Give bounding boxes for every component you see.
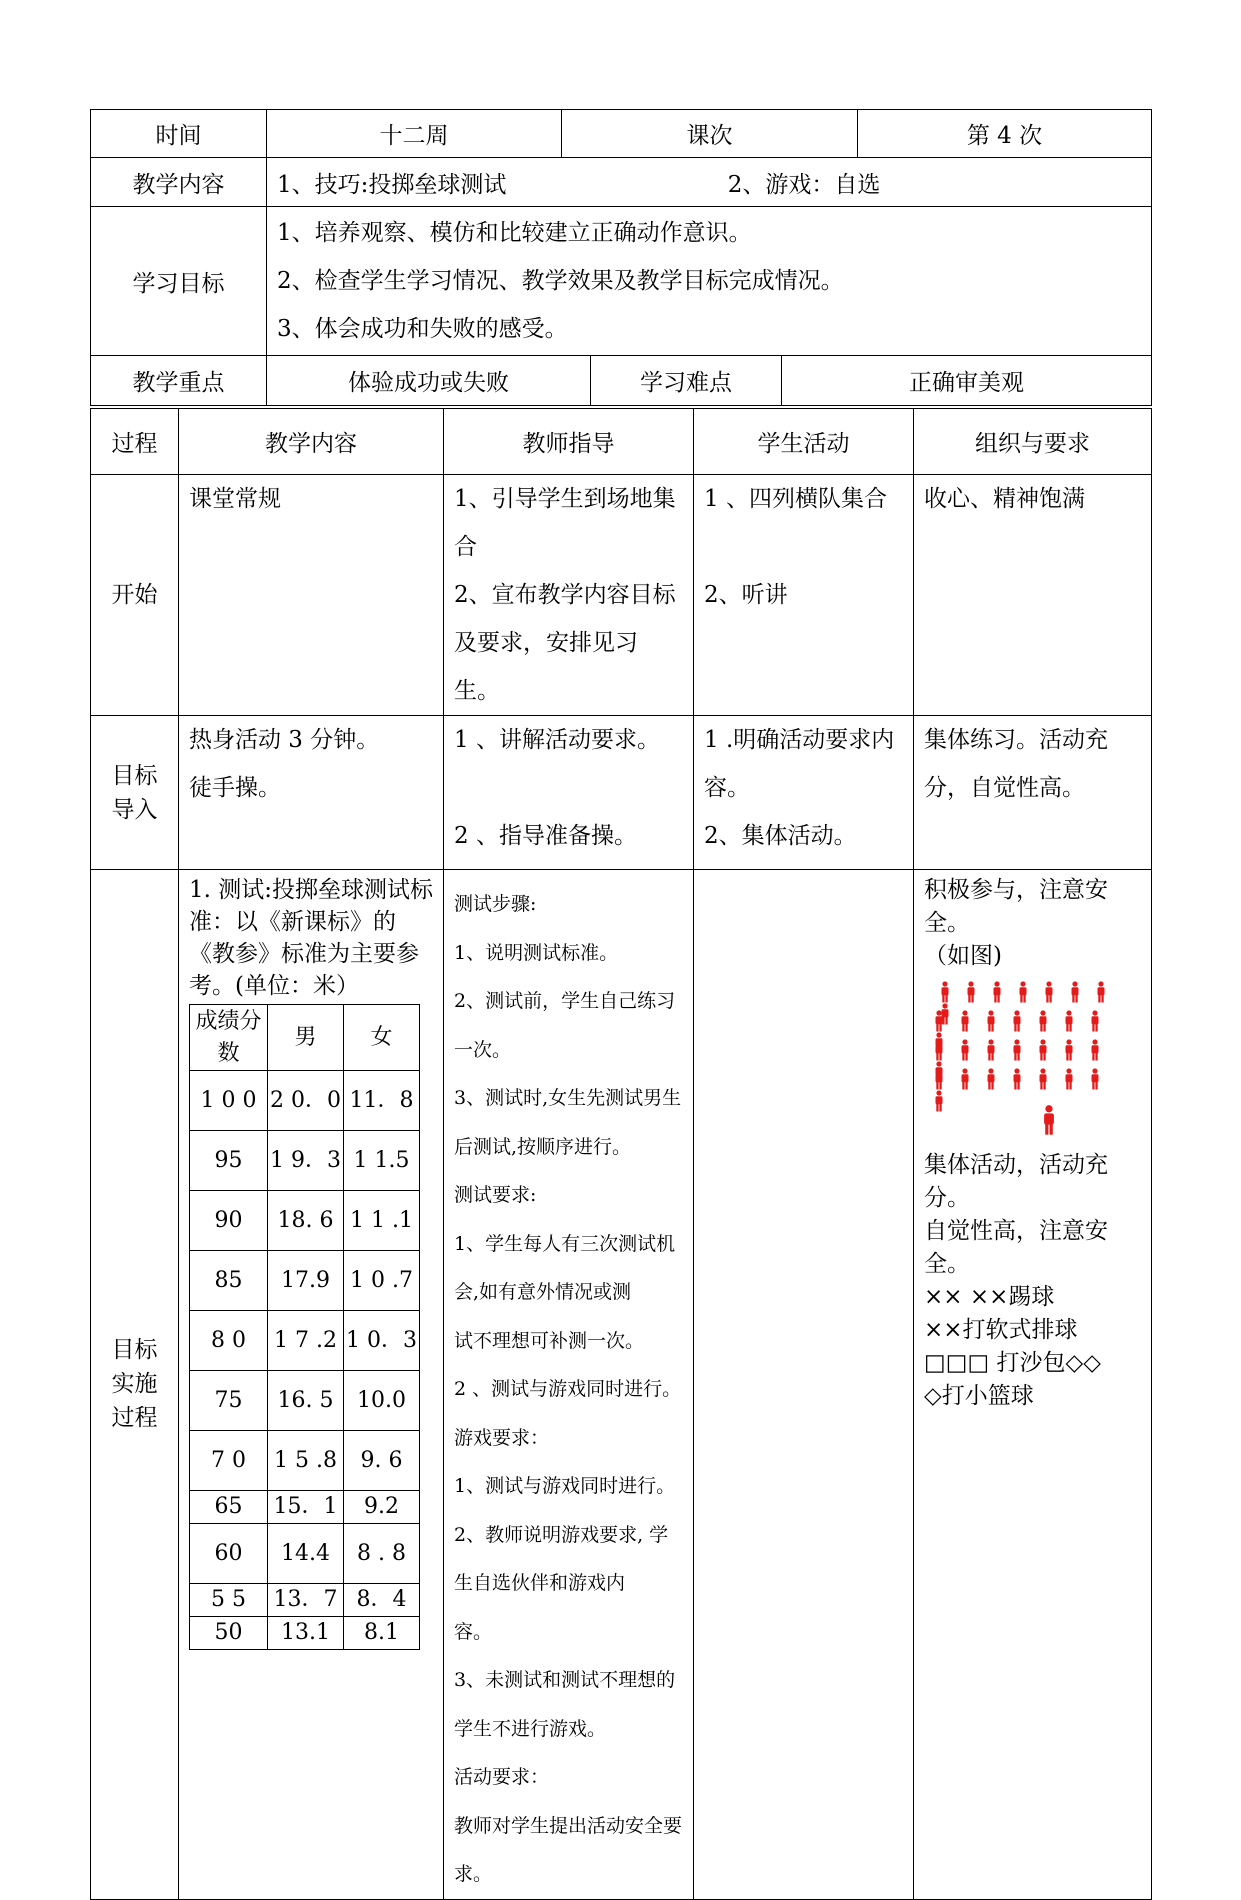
impl-teacher-line: 教师对学生提出活动安全要求。 xyxy=(454,1814,683,1885)
start-content xyxy=(179,475,444,716)
score-row xyxy=(190,1584,420,1617)
score-cell: 5 5 xyxy=(190,1584,268,1617)
phase-start: 开始 xyxy=(91,475,179,716)
score-cell: 13．7 xyxy=(268,1584,344,1617)
impl-org-bottom-line: 自觉性高，注意安全。 xyxy=(924,1218,1108,1277)
intro-content-line: 热身活动 3 分钟。 xyxy=(189,727,380,753)
student-figure-icon xyxy=(934,1068,960,1090)
student-figure-icon xyxy=(1064,1068,1090,1090)
score-cell: 8 . 8 xyxy=(344,1524,420,1584)
score-cell: 9. 6 xyxy=(344,1431,420,1491)
student-formation-diagram xyxy=(924,981,1141,1139)
phase-intro-line: 导入 xyxy=(111,796,158,823)
score-header-row xyxy=(190,1005,420,1071)
goals-label: 学习目标 xyxy=(91,207,267,356)
student-figure-icon xyxy=(1064,1010,1090,1032)
student-figure-icon xyxy=(1012,1068,1038,1090)
score-cell: 8 0 xyxy=(190,1311,268,1371)
impl-teacher-line: 1、学生每人有三次测试机会,如有意外情况或测 xyxy=(454,1232,676,1303)
difficulty-label: 学习难点 xyxy=(591,356,782,406)
intro-student xyxy=(694,716,914,870)
content-item-2: 2、游戏：自选 xyxy=(727,171,881,198)
impl-teacher xyxy=(444,870,694,1900)
score-cell: 15．1 xyxy=(268,1491,344,1524)
student-figure-icon xyxy=(960,1010,986,1032)
phase-intro xyxy=(91,716,179,870)
score-cell: 1 0 .7 xyxy=(344,1251,420,1311)
content-item-1: 1、技巧:投掷垒球测试 xyxy=(277,171,507,198)
key-value: 体验成功或失败 xyxy=(267,356,591,406)
student-figure-icon xyxy=(986,1010,1012,1032)
score-cell: 16. 5 xyxy=(268,1371,344,1431)
score-cell: 1 7 .2 xyxy=(268,1311,344,1371)
content-label: 教学内容 xyxy=(91,158,267,207)
student-figure-icon xyxy=(934,1090,960,1112)
score-cell: 1 5 .8 xyxy=(268,1431,344,1491)
intro-teacher xyxy=(444,716,694,870)
col-header-org: 组织与要求 xyxy=(914,409,1152,475)
student-figure-icon xyxy=(966,981,992,1003)
score-header-cell: 成绩分数 xyxy=(190,1005,268,1071)
impl-teacher-line: 测试要求: xyxy=(454,1184,537,1206)
impl-teacher-line: 容。 xyxy=(454,1620,493,1643)
impl-teacher-line: 试不理想可补测一次。 xyxy=(454,1329,645,1352)
impl-teacher-line: 2、教师说明游戏要求, 学生自选伙伴和游戏内 xyxy=(454,1523,669,1594)
phase-impl-line: 目标 xyxy=(111,1337,158,1364)
score-cell: 85 xyxy=(190,1251,268,1311)
intro-student-line: 2、集体活动。 xyxy=(704,823,857,849)
col-header-content: 教学内容 xyxy=(179,409,444,475)
start-teacher-line: 2、宣布教学内容目标及要求，安排见习生。 xyxy=(454,582,676,704)
score-cell: 75 xyxy=(190,1371,268,1431)
score-row xyxy=(190,1311,420,1371)
score-cell: 8.1 xyxy=(344,1617,420,1650)
student-figure-icon xyxy=(1038,1068,1064,1090)
score-header-cell: 女 xyxy=(344,1005,420,1071)
intro-content-line: 徒手操。 xyxy=(189,775,281,801)
intro-student-line: 1 .明确活动要求内容。 xyxy=(704,727,895,801)
phase-impl xyxy=(91,870,179,1900)
intro-content xyxy=(179,716,444,870)
score-cell: 14.4 xyxy=(268,1524,344,1584)
content-value xyxy=(267,158,1152,207)
score-cell: 9.2 xyxy=(344,1491,420,1524)
impl-org-bottom xyxy=(924,1149,1141,1413)
student-figure-icon xyxy=(1038,1039,1064,1061)
student-figure-icon xyxy=(1090,1010,1116,1032)
score-cell: 13.1 xyxy=(268,1617,344,1650)
col-header-process: 过程 xyxy=(91,409,179,475)
student-figure-icon xyxy=(992,981,1018,1003)
score-cell: 7 0 xyxy=(190,1431,268,1491)
score-cell: 1 0．3 xyxy=(344,1311,420,1371)
start-org-text: 收心、精神饱满 xyxy=(924,486,1085,512)
impl-teacher-line: 1、说明测试标准。 xyxy=(454,941,619,964)
score-cell: 1 1.5 xyxy=(344,1131,420,1191)
impl-org-top-line: 积极参与，注意安全。 xyxy=(924,877,1108,936)
start-teacher xyxy=(444,475,694,716)
student-figure-icon xyxy=(940,981,966,1003)
score-cell: 8．4 xyxy=(344,1584,420,1617)
time-label: 时间 xyxy=(91,110,267,158)
phase-impl-line: 实施 xyxy=(111,1371,158,1398)
score-row xyxy=(190,1131,420,1191)
score-cell: 1 0 0 xyxy=(190,1071,268,1131)
impl-org-bottom-line: □□□ 打沙包◇◇ xyxy=(924,1350,1101,1376)
score-cell: 2 0．0 xyxy=(268,1071,344,1131)
student-figure-icon xyxy=(986,1039,1012,1061)
student-figure-icon xyxy=(1012,1010,1038,1032)
phase-impl-line: 过程 xyxy=(111,1405,158,1432)
score-cell: 17.9 xyxy=(268,1251,344,1311)
score-cell: 95 xyxy=(190,1131,268,1191)
lesson-value: 第 4 次 xyxy=(858,110,1152,158)
score-cell: 10.0 xyxy=(344,1371,420,1431)
student-figure-icon xyxy=(1018,981,1044,1003)
impl-teacher-line: 3、测试时,女生先测试男生后测试,按顺序进行。 xyxy=(454,1087,682,1158)
score-row xyxy=(190,1431,420,1491)
impl-teacher-line: 活动要求： xyxy=(454,1766,550,1788)
score-row xyxy=(190,1191,420,1251)
impl-org-bottom-line: 集体活动，活动充分。 xyxy=(924,1152,1108,1211)
intro-org-text: 集体练习。活动充分，自觉性高。 xyxy=(924,727,1108,801)
intro-org xyxy=(914,716,1152,870)
score-row xyxy=(190,1071,420,1131)
impl-teacher-line: 3、未测试和测试不理想的学生不进行游戏。 xyxy=(454,1669,676,1740)
student-figure-icon xyxy=(1090,1039,1116,1061)
score-cell: 1 1 .1 xyxy=(344,1191,420,1251)
start-org xyxy=(914,475,1152,716)
key-label: 教学重点 xyxy=(91,356,267,406)
impl-org-bottom-line: ××打软式排球 xyxy=(924,1317,1078,1343)
score-header-cell: 男 xyxy=(268,1005,344,1071)
impl-teacher-line: 2、测试前，学生自己练习一次。 xyxy=(454,990,676,1061)
impl-content-text: 1. 测试:投掷垒球测试标准：以《新课标》的《教参》标准为主要参考。(单位：米） xyxy=(189,877,434,999)
score-cell: 50 xyxy=(190,1617,268,1650)
impl-student xyxy=(694,870,914,1900)
score-row xyxy=(190,1617,420,1650)
impl-teacher-line: 2 、测试与游戏同时进行。 xyxy=(454,1378,682,1400)
student-figure-icon xyxy=(934,1010,960,1032)
score-cell: 65 xyxy=(190,1491,268,1524)
start-student xyxy=(694,475,914,716)
student-figure-icon xyxy=(960,1039,986,1061)
student-figure-icon xyxy=(934,1039,960,1061)
impl-content xyxy=(179,870,444,1900)
col-header-teacher: 教师指导 xyxy=(444,409,694,475)
impl-teacher-line: 测试步骤: xyxy=(454,893,537,915)
start-teacher-line: 1、引导学生到场地集合 xyxy=(454,486,676,560)
intro-teacher-line: 1 、讲解活动要求。 xyxy=(454,727,660,753)
lesson-header-table xyxy=(90,109,1152,406)
score-row xyxy=(190,1524,420,1584)
start-student-line: 1 、四列横队集合 xyxy=(704,486,887,512)
intro-teacher-line: 2 、指导准备操。 xyxy=(454,823,637,849)
process-table xyxy=(90,408,1152,1900)
start-content-text: 课堂常规 xyxy=(189,486,281,512)
student-figure-icon xyxy=(1044,981,1070,1003)
impl-org-bottom-line: ×× ××踢球 xyxy=(924,1284,1055,1310)
student-figure-icon xyxy=(1064,1039,1090,1061)
impl-org-top-line: （如图) xyxy=(924,943,1002,969)
goal-item: 3、体会成功和失败的感受。 xyxy=(277,316,568,342)
student-figure-icon xyxy=(1070,981,1096,1003)
teacher-figure-icon xyxy=(1042,1119,1056,1145)
phase-intro-line: 目标 xyxy=(111,762,158,789)
impl-org xyxy=(914,870,1152,1900)
impl-org-bottom-line: ◇打小篮球 xyxy=(924,1383,1034,1409)
score-cell: 90 xyxy=(190,1191,268,1251)
student-figure-icon xyxy=(1090,1068,1116,1090)
score-cell: 1 9．3 xyxy=(268,1131,344,1191)
time-value: 十二周 xyxy=(267,110,562,158)
score-table xyxy=(189,1004,420,1650)
goals-list xyxy=(267,207,1152,356)
student-figure-icon xyxy=(1012,1039,1038,1061)
start-student-line: 2、听讲 xyxy=(704,582,788,608)
score-row xyxy=(190,1491,420,1524)
student-figure-icon xyxy=(1096,981,1122,1003)
goal-item: 2、检查学生学习情况、教学效果及教学目标完成情况。 xyxy=(277,268,844,294)
col-header-student: 学生活动 xyxy=(694,409,914,475)
score-row xyxy=(190,1251,420,1311)
score-cell: 60 xyxy=(190,1524,268,1584)
impl-teacher-line: 游戏要求： xyxy=(454,1426,550,1449)
goal-item: 1、培养观察、模仿和比较建立正确动作意识。 xyxy=(277,220,752,246)
score-cell: 11．8 xyxy=(344,1071,420,1131)
score-cell: 18. 6 xyxy=(268,1191,344,1251)
score-row xyxy=(190,1371,420,1431)
impl-teacher-line: 1、测试与游戏同时进行。 xyxy=(454,1475,676,1497)
student-figure-icon xyxy=(1038,1010,1064,1032)
student-figure-icon xyxy=(960,1068,986,1090)
student-figure-icon xyxy=(986,1068,1012,1090)
difficulty-value: 正确审美观 xyxy=(782,356,1152,406)
lesson-label: 课次 xyxy=(562,110,858,158)
